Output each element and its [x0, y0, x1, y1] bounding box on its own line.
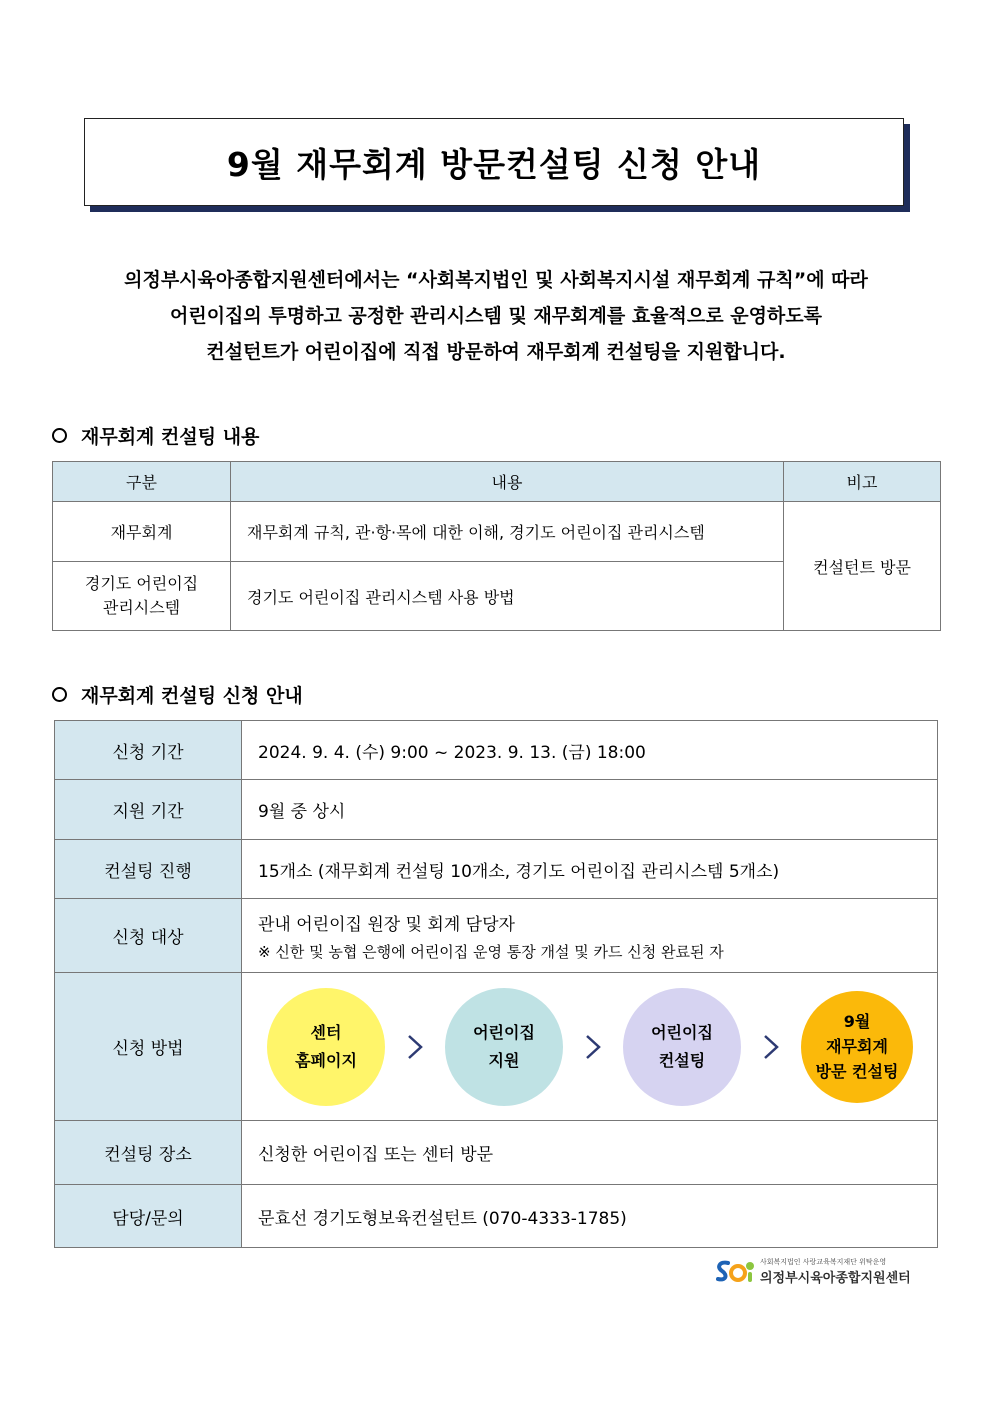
table-row [55, 899, 938, 973]
row-category-line-2: 관리시스템 [102, 598, 181, 617]
row-category: 재무회계 [53, 502, 231, 562]
header-note: 비고 [784, 462, 941, 502]
period-value: 2024. 9. 4. (수) 9:00 ~ 2023. 9. 13. (금) 18:00 [242, 721, 938, 780]
section-heading-apply-text: 재무회계 컨설팅 신청 안내 [81, 685, 303, 707]
header-content: 내용 [231, 462, 784, 502]
intro-line-3: 컨설턴트가 어린이집에 직접 방문하여 재무회계 컨설팅을 지원합니다. [206, 341, 786, 363]
period-label: 신청 기간 [55, 721, 242, 780]
intro-line-1: 의정부시육아종합지원센터에서는 “사회복지법인 및 사회복지시설 재무회계 규칙”에 따라 [124, 269, 868, 291]
step-homepage [267, 988, 385, 1106]
contact-label: 담당/문의 [55, 1185, 242, 1248]
intro-text [0, 262, 992, 370]
method-cell [242, 973, 938, 1121]
logo-mark-icon [714, 1257, 758, 1285]
table-row [55, 1185, 938, 1248]
target-value: 관내 어린이집 원장 및 회계 담당자 [258, 914, 515, 935]
progress-value: 15개소 (재무회계 컨설팅 10개소, 경기도 어린이집 관리시스템 5개소) [242, 840, 938, 899]
table-row [55, 780, 938, 840]
step-line: 홈페이지 [295, 1050, 357, 1070]
title-box [84, 118, 904, 206]
table-row [55, 1121, 938, 1185]
row-content: 경기도 어린이집 관리시스템 사용 방법 [231, 562, 784, 631]
table-row [55, 840, 938, 899]
table-header-row [53, 462, 941, 502]
step-line: 어린이집 [473, 1022, 535, 1042]
row-category [53, 562, 231, 631]
step-line: 재무회계 [826, 1037, 888, 1056]
progress-label: 컨설팅 진행 [55, 840, 242, 899]
section-heading-apply [52, 681, 303, 708]
row-content: 재무회계 규칙, 관·항·목에 대한 이해, 경기도 어린이집 관리시스템 [231, 502, 784, 562]
header-category: 구분 [53, 462, 231, 502]
page-title: 9월 재무회계 방문컨설팅 신청 안내 [226, 144, 762, 184]
circle-bullet-icon [52, 687, 67, 702]
chevron-right-icon [563, 1033, 623, 1061]
step-line: 컨설팅 [658, 1050, 706, 1070]
consulting-content-table [52, 461, 941, 631]
target-note: ※ 신한 및 농협 은행에 어린이집 운영 통장 개설 및 카드 신청 완료된 자 [258, 942, 724, 961]
step-line: 센터 [310, 1022, 342, 1042]
table-row [55, 973, 938, 1121]
target-cell [242, 899, 938, 973]
org-logo [714, 1256, 932, 1286]
chevron-right-icon [385, 1033, 445, 1061]
table-row [55, 721, 938, 780]
support-value: 9월 중 상시 [242, 780, 938, 840]
step-line: 9월 [843, 1012, 871, 1031]
section-heading-content-text: 재무회계 컨설팅 내용 [81, 426, 260, 448]
section-heading-content [52, 422, 259, 449]
step-visit [801, 991, 913, 1103]
step-line: 어린이집 [651, 1022, 713, 1042]
place-value: 신청한 어린이집 또는 센터 방문 [242, 1121, 938, 1185]
table-row [53, 502, 941, 562]
target-label: 신청 대상 [55, 899, 242, 973]
circle-bullet-icon [52, 428, 67, 443]
row-note: 컨설턴트 방문 [784, 502, 941, 631]
step-line: 방문 컨설팅 [815, 1062, 899, 1081]
row-category-line-1: 경기도 어린이집 [84, 574, 199, 593]
logo-text [760, 1257, 911, 1286]
support-label: 지원 기간 [55, 780, 242, 840]
chevron-right-icon [741, 1033, 801, 1061]
step-line: 지원 [488, 1050, 520, 1070]
step-support [445, 988, 563, 1106]
intro-line-2: 어린이집의 투명하고 공정한 관리시스템 및 재무회계를 효율적으로 운영하도록 [170, 305, 822, 327]
place-label: 컨설팅 장소 [55, 1121, 242, 1185]
method-steps [243, 988, 936, 1106]
step-consulting [623, 988, 741, 1106]
application-info-table [54, 720, 938, 1248]
logo-org-name: 의정부시육아종합지원센터 [760, 1270, 911, 1286]
logo-small-text: 사회복지법인 사랑교육복지재단 위탁운영 [760, 1257, 887, 1266]
method-label: 신청 방법 [55, 973, 242, 1121]
contact-value: 문효선 경기도형보육컨설턴트 (070-4333-1785) [242, 1185, 938, 1248]
